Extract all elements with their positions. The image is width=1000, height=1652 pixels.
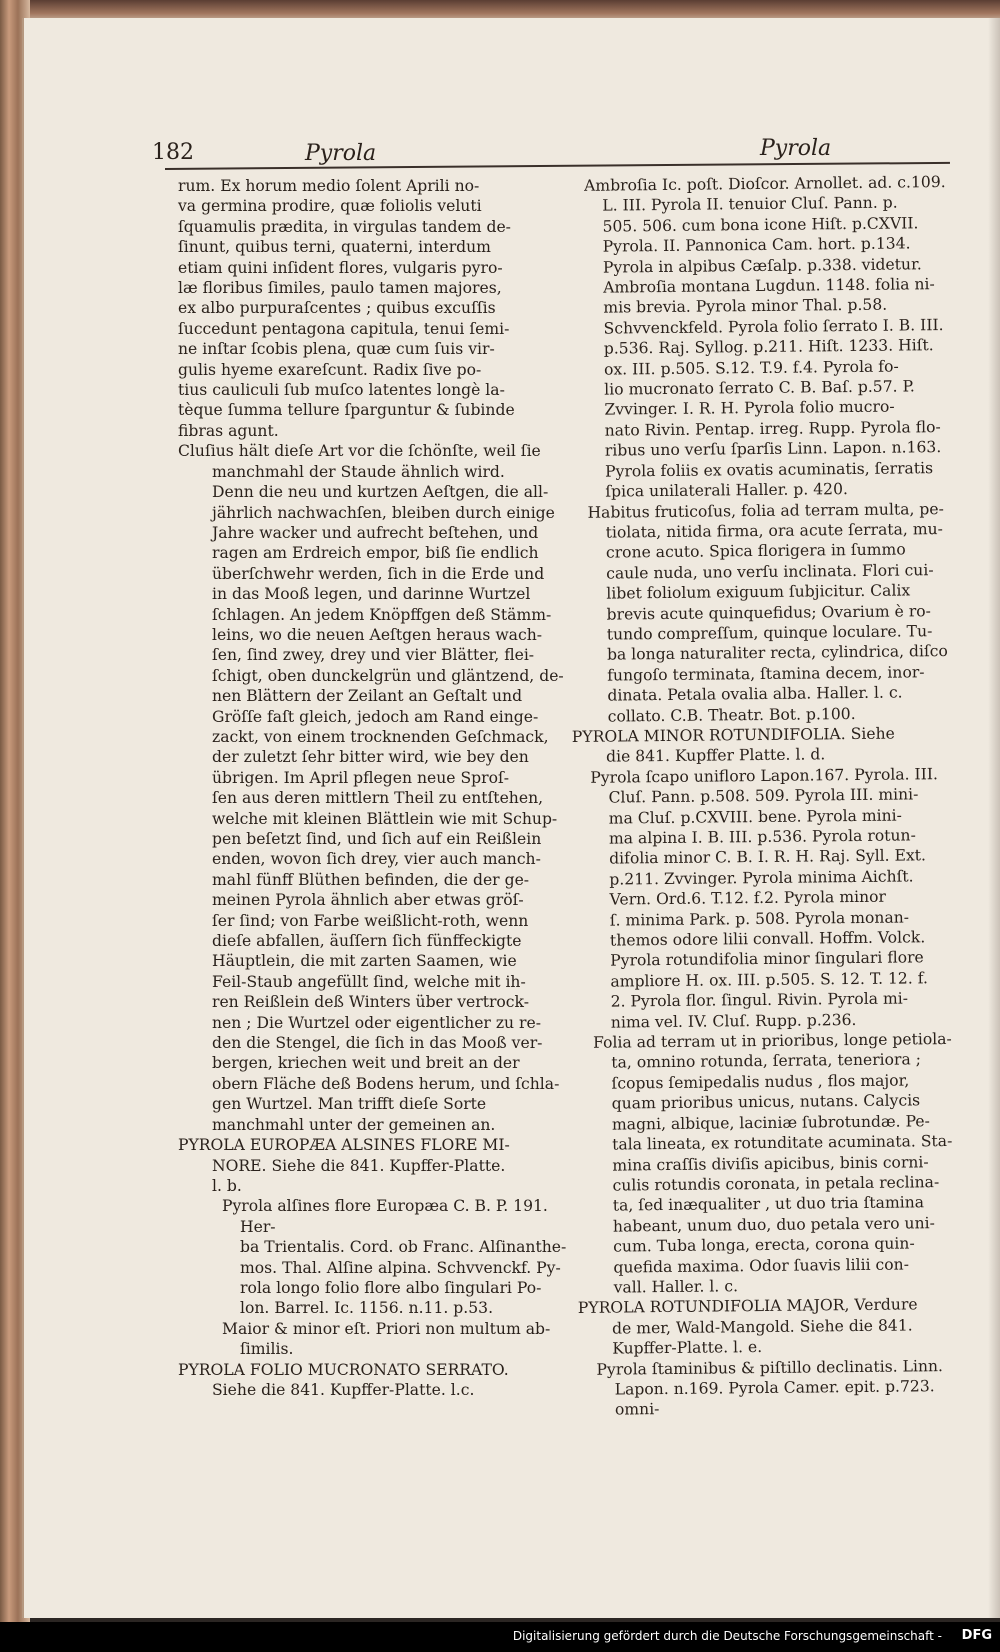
text-line: quefida maxima. Odor ſuavis lilii con- xyxy=(613,1255,910,1277)
text-line: themos odore lilii convall. Hoffm. Volck. xyxy=(609,928,926,950)
text-line: ex albo purpuraſcentes ; quibus excuſſis xyxy=(178,299,496,318)
text-line: ren Reißlein deß Winters über vertrock- xyxy=(212,993,529,1012)
text-line: übrigen. Im April pflegen neue Sproſ- xyxy=(212,768,510,787)
text-line: Pyrola ſtaminibus & piſtillo declinatis. Linn. xyxy=(596,1356,944,1379)
text-line: Häuptlein, die mit zarten Saamen, wie xyxy=(212,952,517,971)
text-line: Maior & minor eſt. Priori non multum ab- xyxy=(222,1319,551,1338)
text-line: va germina prodire, quæ foliolis veluti xyxy=(178,197,482,216)
text-line: ſquamulis prædita, in virgulas tandem de- xyxy=(178,217,511,236)
text-line: quam prioribus unicus, nutans. Calycis xyxy=(611,1091,921,1113)
text-line: NORE. Siehe die 841. Kupffer-Platte. xyxy=(212,1156,506,1175)
text-line: tius cauliculi ſub muſco latentes longè la- xyxy=(178,381,505,400)
text-line: tiolata, nitida firma, ora acute ſerrata, mu- xyxy=(605,519,943,542)
text-line: manchmahl unter der gemeinen an. xyxy=(212,1115,496,1134)
right-text-column xyxy=(566,172,964,1421)
left-column-paragraph xyxy=(178,1360,568,1401)
left-column-paragraph xyxy=(178,441,568,1135)
text-line: ba longa naturaliter recta, cylindrica, diſco xyxy=(606,642,948,664)
text-line: die 841. Kupffer Platte. l. d. xyxy=(605,745,826,766)
footer-credit: Digitalisierung gefördert durch die Deutsche Forschungsgemeinschaft - xyxy=(512,1629,942,1643)
left-column-paragraph xyxy=(178,1135,568,1196)
text-line: Kupffer-Platte. l. e. xyxy=(612,1338,763,1358)
text-line: Pyrola foliis ex ovatis acuminatis, ſerratis xyxy=(605,458,934,481)
text-line: fibras agunt. xyxy=(178,421,279,440)
text-line: Pyrola. II. Pannonica Cam. hort. p.134. xyxy=(602,234,911,256)
text-line: 2. Pyrola flor. ſingul. Rivin. Pyrola mi- xyxy=(610,989,909,1011)
text-line: mis brevia. Pyrola minor Thal. p.58. xyxy=(603,296,888,318)
text-line: crone acuto. Spica florigera in ſummo xyxy=(605,540,906,562)
text-line: gulis hyeme exareſcunt. Radix ſive po- xyxy=(178,360,482,379)
text-line: enden, wovon ſich drey, vier auch manch- xyxy=(212,850,541,869)
text-line: nato Rivin. Pentap. irreg. Rupp. Pyrola flo- xyxy=(604,417,941,440)
text-line: mahl fünff Blüthen befinden, die der ge- xyxy=(212,870,530,889)
text-line: læ floribus ſimiles, paulo tamen majores, xyxy=(178,279,502,298)
right-column-paragraph xyxy=(578,1355,964,1420)
right-column-paragraph xyxy=(569,498,956,726)
text-line: ribus uno verſu ſparſis Linn. Lapon. n.163. xyxy=(604,438,942,460)
left-column-paragraph xyxy=(204,1196,568,1318)
page-number: 182 xyxy=(152,140,194,165)
right-column-paragraph xyxy=(575,1029,963,1298)
left-text-column xyxy=(178,176,568,1400)
text-line: Zvvinger. I. R. H. Pyrola folio mucro- xyxy=(604,398,895,420)
text-line: ſpica unilaterali Haller. p. 420. xyxy=(605,480,849,501)
text-line: nen Blättern der Zeilant an Geſtalt und xyxy=(212,687,523,706)
text-line: zackt, von einem trocknenden Geſchmack, xyxy=(212,727,549,746)
text-line: ampliore H. ox. III. p.505. S. 12. T. 12. f. xyxy=(610,969,928,991)
text-line: leins, wo die neuen Aeſtgen heraus wach- xyxy=(212,625,543,644)
text-line: Lapon. n.169. Pyrola Camer. epit. p.723. xyxy=(614,1377,935,1399)
right-column-paragraph xyxy=(578,1294,964,1359)
text-line: Folia ad terram ut in prioribus, longe petiola- xyxy=(592,1030,952,1052)
text-line: cum. Tuba longa, erecta, corona quin- xyxy=(613,1234,915,1256)
text-line: obern Fläche deß Bodens herum, und ſchla- xyxy=(212,1074,560,1093)
text-line: ba Trientalis. Cord. ob Franc. Alſinanthe- xyxy=(240,1238,567,1257)
text-line: 505. 506. cum bona icone Hiſt. p.CXVII. xyxy=(602,214,919,236)
text-line: pen beſetzt ſind, und ſich auf ein Reißlein xyxy=(212,830,542,848)
text-line: ma Cluſ. p.CXVIII. bene. Pyrola mini- xyxy=(608,806,902,828)
right-column-paragraph xyxy=(566,172,954,503)
text-line: jährlich nachwachſen, bleiben durch einige xyxy=(212,503,555,522)
text-line: ragen am Erdreich empor, biß ſie endlich xyxy=(212,544,539,563)
text-line: Gröſſe faſt gleich, jedoch am Rand einge- xyxy=(212,707,539,726)
text-line: ſer ſind; von Farbe weißlicht-roth, wenn xyxy=(212,911,529,930)
text-line: Feil-Staub angefüllt ſind, welche mit ih- xyxy=(212,972,526,991)
text-line: Siehe die 841. Kupffer-Platte. l.c. xyxy=(212,1380,475,1399)
text-line: ox. III. p.505. S.12. T.9. f.4. Pyrola fo- xyxy=(603,357,899,379)
text-line: brevis acute quinquefidus; Ovarium è ro- xyxy=(606,601,931,624)
text-line: Ambroſia Ic. poſt. Dioſcor. Arnollet. ad. c.109. xyxy=(584,173,946,195)
text-line: ſchlagen. An jedem Knöpffgen deß Stämm- xyxy=(212,605,552,624)
text-line: habeant, unum duo, duo petala vero uni- xyxy=(612,1213,935,1236)
text-line: Pyrola alſines flore Europæa C. B. P. 191. Her- xyxy=(222,1197,548,1236)
text-line: Pyrola rotundifolia minor ſingulari flore xyxy=(610,948,924,971)
text-line: PYROLA ROTUNDIFOLIA MAJOR, Verdure xyxy=(577,1295,918,1318)
right-column-paragraph xyxy=(572,764,960,1033)
text-line: Schvvenckfeld. Pyrola folio ſerrato I. B. III. xyxy=(603,315,944,338)
text-line: Cluſius hält dieſe Art vor die ſchönſte, weil ſie xyxy=(178,442,541,461)
text-line: fungoſo terminata, ſtamina decem, inor- xyxy=(607,663,925,685)
text-line: etiam quini inſident flores, vulgaris pyro- xyxy=(178,258,503,277)
text-line: nima vel. IV. Cluſ. Rupp. p.236. xyxy=(610,1010,857,1032)
text-line: lon. Barrel. Ic. 1156. n.11. p.53. xyxy=(240,1299,494,1318)
text-line: ſchigt, oben dunckelgrün und gläntzend, de- xyxy=(212,666,564,685)
text-line: ſcopus ſemipedalis nudus , flos major, xyxy=(611,1071,910,1093)
text-line: ſinunt, quibus terni, quaterni, interdum xyxy=(178,238,491,257)
text-line: vall. Haller. l. c. xyxy=(613,1277,739,1297)
text-line: tala lineata, ex rotunditate acuminata. Sta- xyxy=(612,1132,953,1154)
running-title-right: Pyrola xyxy=(760,136,832,161)
text-line: magni, albique, laciniæ ſubrotundæ. Pe- xyxy=(611,1111,930,1134)
text-line: ma alpina I. B. III. p.536. Pyrola rotun- xyxy=(608,826,916,848)
text-line: p.536. Raj. Syllog. p.211. Hiſt. 1233. Hiſt. xyxy=(603,336,934,358)
text-line: omni- xyxy=(614,1400,660,1419)
right-column-paragraph xyxy=(572,723,957,768)
text-line: tèque ſumma tellure ſparguntur & ſubinde xyxy=(178,401,515,420)
running-title-left: Pyrola xyxy=(305,141,377,166)
text-line: manchmahl der Staude ähnlich wird. xyxy=(212,462,505,481)
text-line: Habitus fruticoſus, folia ad terram multa, pe- xyxy=(587,499,944,522)
text-line: libet foliolum exiguum ſubjicitur. Calix xyxy=(606,581,911,603)
text-line: ne inſtar ſcobis plena, quæ cum ſuis vir- xyxy=(178,340,495,359)
text-line: collato. C.B. Theatr. Bot. p.100. xyxy=(607,704,856,726)
text-line: tundo compreſſum, quinque loculare. Tu- xyxy=(606,622,933,644)
text-line: Pyrola ſcapo unifloro Lapon.167. Pyrola. III. xyxy=(590,764,939,787)
text-line: Cluſ. Pann. p.508. 509. Pyrola III. mini- xyxy=(608,785,919,807)
text-line: p.211. Zvvinger. Pyrola minima Aichſt. xyxy=(609,867,914,889)
text-line: caule nuda, uno verſu inclinata. Flori cui- xyxy=(606,560,934,583)
left-column-paragraph xyxy=(204,1319,568,1360)
text-line: lio mucronato ſerrato C. B. Baſ. p.57. P. xyxy=(604,377,915,399)
text-line: ſen aus deren mittlern Theil zu entſtehen, xyxy=(212,789,544,808)
text-line: de mer, Wald-Mangold. Siehe die 841. xyxy=(611,1316,913,1338)
text-line: rola longo folio flore albo ſingulari Po- xyxy=(240,1278,542,1297)
running-head xyxy=(0,124,978,164)
text-line: ta, ſed inæqualiter , ut duo tria ſtamina xyxy=(612,1193,925,1215)
text-line: l. b. xyxy=(212,1176,242,1195)
text-line: überſchwehr werden, ſich in die Erde und xyxy=(212,564,545,583)
page-gutter-shadow xyxy=(988,18,1000,1618)
text-line: PYROLA MINOR ROTUNDIFOLIA. Siehe xyxy=(571,724,895,746)
text-line: PYROLA EUROPÆA ALSINES FLORE MI- xyxy=(178,1136,510,1155)
text-line: Jahre wacker und aufrecht beſtehen, und xyxy=(212,523,539,542)
text-line: Vern. Ord.6. T.12. f.2. Pyrola minor xyxy=(609,887,887,909)
text-line: gen Wurtzel. Man trifft dieſe Sorte xyxy=(212,1095,487,1114)
text-line: PYROLA FOLIO MUCRONATO SERRATO. xyxy=(178,1360,509,1379)
text-line: culis rotundis coronata, in petala reclina- xyxy=(612,1173,940,1195)
text-line: ſimilis. xyxy=(240,1340,294,1359)
text-line: L. III. Pyrola II. tenuior Cluſ. Pann. p. xyxy=(602,193,898,216)
text-line: ſ. minima Park. p. 508. Pyrola monan- xyxy=(609,908,910,930)
text-line: in das Mooß legen, und darinne Wurtzel xyxy=(212,585,531,604)
digitization-footer xyxy=(0,1622,1000,1652)
text-line: den die Stengel, die ſich in das Mooß ver- xyxy=(212,1034,543,1053)
left-column-paragraph xyxy=(178,176,568,441)
text-line: mos. Thal. Alſine alpina. Schvvenckf. Py- xyxy=(240,1258,561,1277)
text-line: nen ; Die Wurtzel oder eigentlicher zu re- xyxy=(212,1013,542,1032)
text-line: welche mit kleinen Blättlein wie mit Schup- xyxy=(212,809,558,828)
text-line: difolia minor C. B. I. R. H. Raj. Syll. Ext. xyxy=(609,846,927,868)
text-line: ſen, ſind zwey, drey und vier Blätter, flei- xyxy=(212,646,535,665)
text-line: mina craſſis diviſis apicibus, binis corni- xyxy=(612,1152,929,1175)
text-line: bergen, kriechen weit und breit an der xyxy=(212,1054,520,1073)
text-line: dieſe abfallen, äuſſern ſich fünffeckigte xyxy=(212,932,522,951)
text-line: Pyrola in alpibus Cæſalp. p.338. videtur. xyxy=(602,254,922,277)
dfg-logo: DFG xyxy=(961,1628,992,1643)
text-line: ta, omnino rotunda, ſerrata, teneriora ; xyxy=(611,1050,922,1073)
text-line: dinata. Petala ovalia alba. Haller. l. c. xyxy=(607,683,903,705)
text-line: Denn die neu und kurtzen Aeſtgen, die all- xyxy=(212,483,549,502)
text-line: rum. Ex horum medio ſolent Aprili no- xyxy=(178,177,480,195)
text-line: Ambroſia montana Lugdun. 1148. folia ni- xyxy=(603,275,935,297)
text-line: der zuletzt ſehr bitter wird, wie bey den xyxy=(212,748,529,767)
text-line: meinen Pyrola ähnlich aber etwas gröſ- xyxy=(212,891,524,910)
text-line: ſuccedunt pentagona capitula, tenui ſemi- xyxy=(178,319,510,338)
